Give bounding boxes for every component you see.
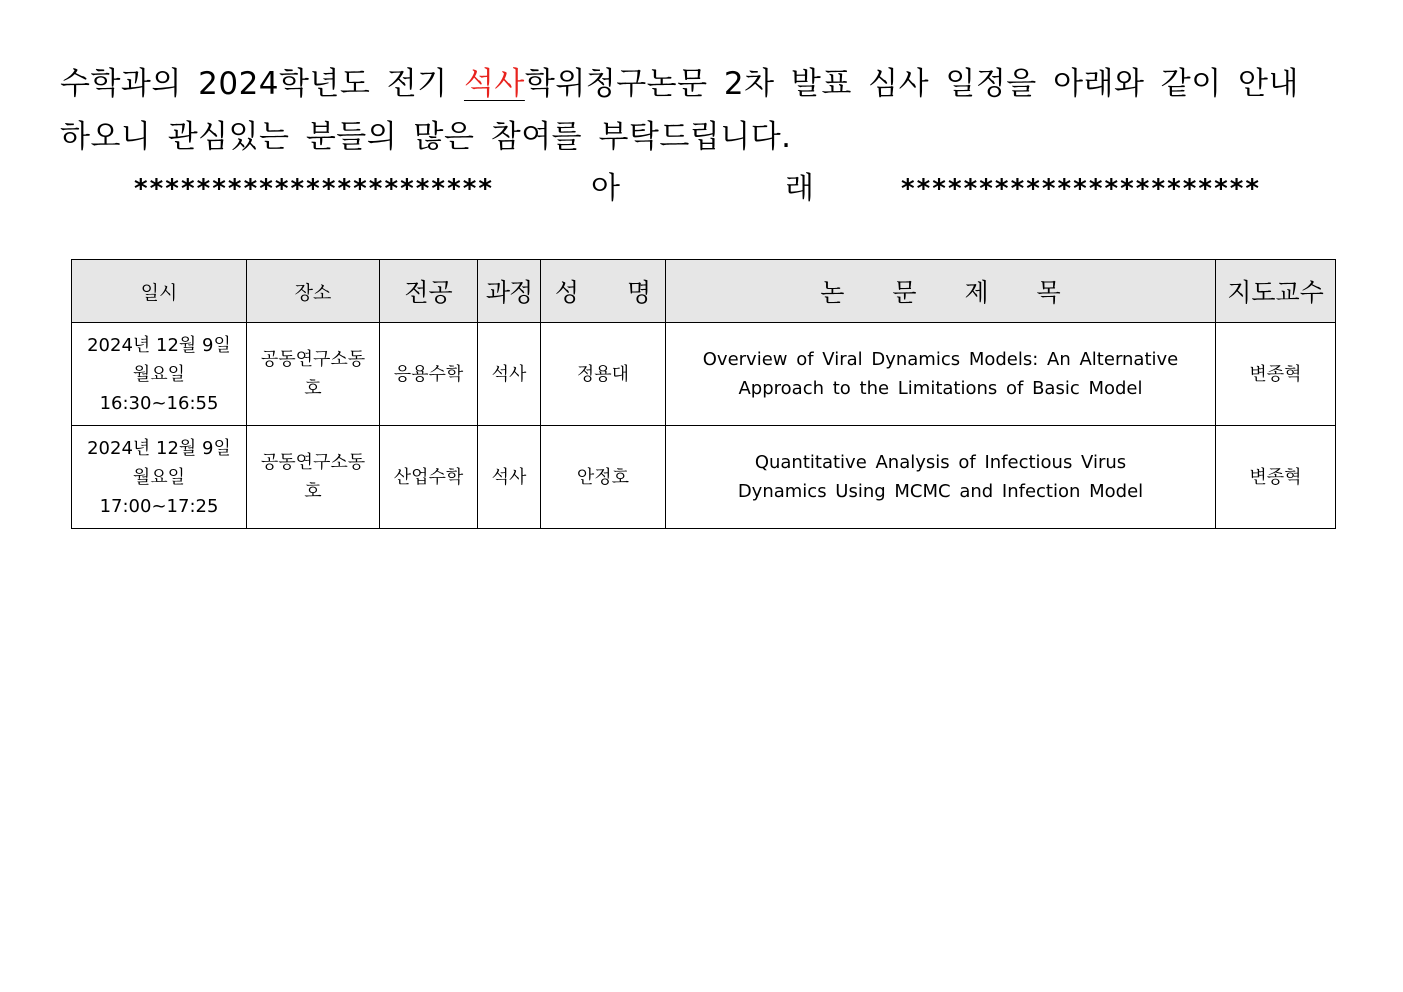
cell-advisor: 변종혁 [1216, 426, 1336, 529]
cell-weekday: 월요일 [132, 363, 186, 385]
cell-time: 16:30~16:55 [99, 392, 219, 414]
header-name: 성 명 [541, 260, 666, 323]
cell-datetime [72, 426, 247, 529]
header-datetime: 일시 [72, 260, 247, 323]
header-major: 전공 [380, 260, 478, 323]
cell-title-line-1: Quantitative Analysis of Infectious Virus [754, 452, 1127, 473]
cell-place [247, 426, 380, 529]
header-place: 장소 [247, 260, 380, 323]
cell-major: 산업수학 [380, 426, 478, 529]
cell-place-line-2: 호 [304, 378, 322, 399]
cell-title-line-2: Approach to the Limitations of Basic Model [738, 378, 1143, 399]
cell-datetime [72, 323, 247, 426]
table-row [72, 426, 1336, 529]
intro-text-before: 수학과의 2024학년도 전기 [60, 66, 464, 102]
divider-word-a: 아 [591, 171, 620, 206]
divider-word-rae: 래 [785, 171, 814, 206]
header-advisor: 지도교수 [1216, 260, 1336, 323]
cell-major: 응용수학 [380, 323, 478, 426]
header-course: 과정 [478, 260, 541, 323]
cell-course: 석사 [478, 323, 541, 426]
notice-divider [0, 166, 1403, 212]
cell-place [247, 323, 380, 426]
cell-name: 안정호 [541, 426, 666, 529]
cell-place-line-2: 호 [304, 481, 322, 502]
intro-highlight-master: 석사 [463, 66, 525, 102]
cell-title-line-2: Dynamics Using MCMC and Infection Model [737, 481, 1144, 502]
cell-date: 2024년 12월 9일 [87, 437, 231, 459]
cell-place-line-1: 공동연구소동 [260, 349, 366, 370]
cell-course: 석사 [478, 426, 541, 529]
divider-stars-right: *********************** [900, 174, 1261, 204]
cell-title-line-1: Overview of Viral Dynamics Models: An Alternative [702, 349, 1179, 370]
cell-thesis-title [666, 323, 1216, 426]
header-thesis-title: 논 문 제 목 [666, 260, 1216, 323]
table-header-row [72, 260, 1336, 323]
cell-name: 정용대 [541, 323, 666, 426]
cell-thesis-title [666, 426, 1216, 529]
defense-schedule-table [71, 259, 1336, 529]
cell-weekday: 월요일 [132, 466, 186, 488]
intro-text-after: 학위청구논문 2차 발표 심사 일정을 아래와 같이 안내하오니 관심있는 분들의 많은 참여를 부탁드립니다. [60, 66, 1299, 155]
divider-stars-left: *********************** [133, 174, 494, 204]
cell-time: 17:00~17:25 [99, 495, 219, 517]
cell-advisor: 변종혁 [1216, 323, 1336, 426]
table-row [72, 323, 1336, 426]
announcement-text [60, 58, 1300, 164]
cell-date: 2024년 12월 9일 [87, 334, 231, 356]
cell-place-line-1: 공동연구소동 [260, 452, 366, 473]
